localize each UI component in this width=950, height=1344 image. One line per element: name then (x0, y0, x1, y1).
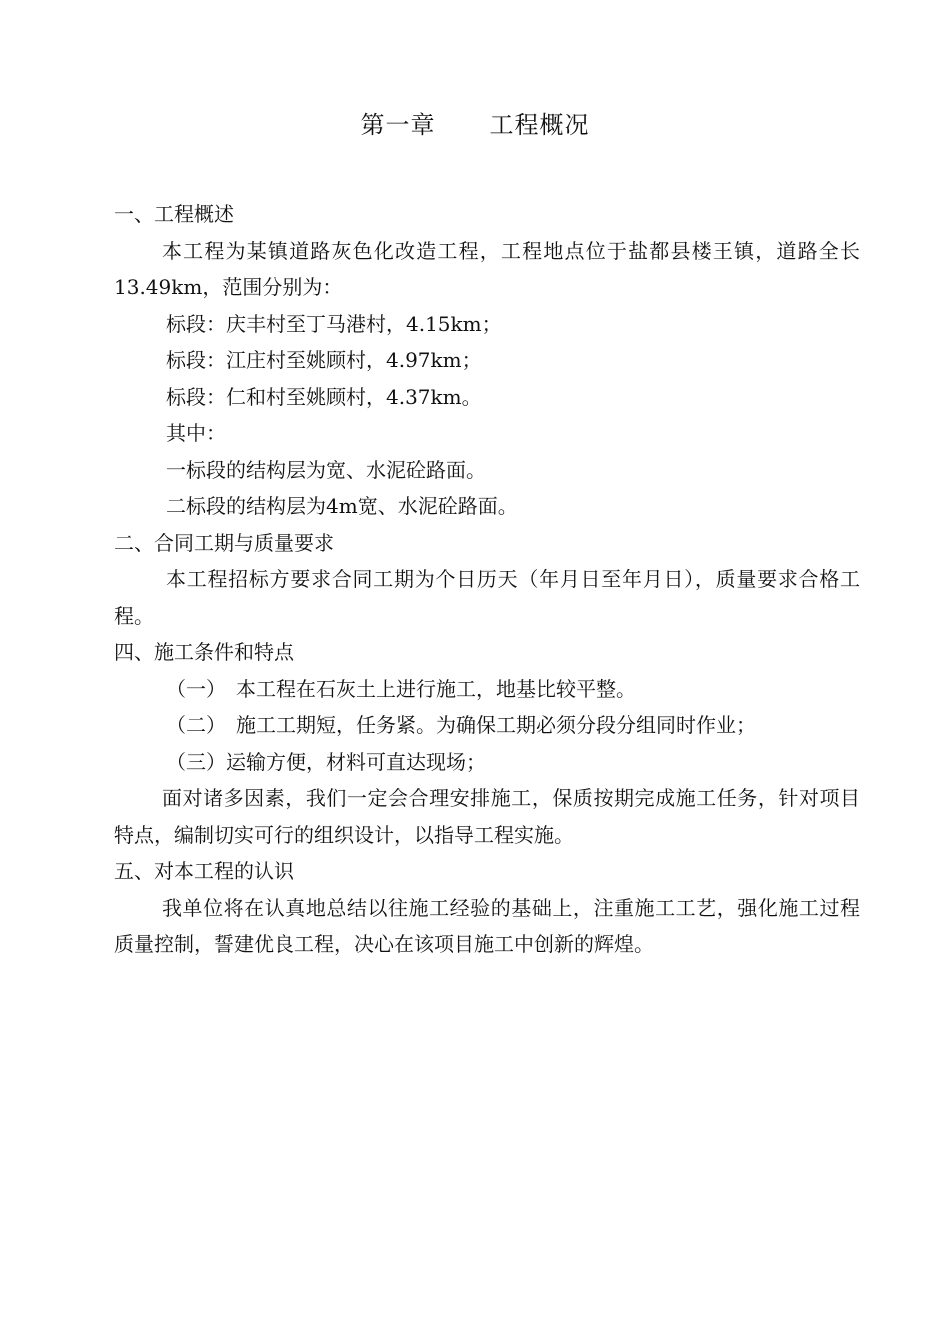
segment-line-2: 标段：江庄村至姚顾村，4.97km； (166, 348, 482, 372)
paragraph-understanding: 我单位将在认真地总结以往施工经验的基础上，注重施工工艺，强化施工过程质量控制，誓建优良工程，决心在该项目施工中创新的辉煌。 (114, 895, 860, 956)
section-heading-overview: 一、工程概述 (114, 202, 234, 226)
structure-line-2: 二标段的结构层为4m宽、水泥砼路面。 (166, 494, 518, 518)
chapter-title (0, 108, 950, 142)
document-body (114, 196, 860, 963)
paragraph-qizhong: 其中： (166, 421, 226, 445)
section-heading-understanding: 五、对本工程的认识 (114, 859, 294, 883)
segment-line-3: 标段：仁和村至姚顾村，4.37km。 (166, 384, 482, 409)
condition-item-3: （三）运输方便，材料可直达现场； (166, 749, 486, 774)
chapter-name: 工程概况 (489, 111, 590, 139)
section-heading-contract: 二、合同工期与质量要求 (114, 530, 334, 555)
condition-item-1: （一） 本工程在石灰土上进行施工，地基比较平整。 (166, 676, 636, 701)
section-heading-conditions: 四、施工条件和特点 (114, 640, 294, 664)
paragraph-contract: 本工程招标方要求合同工期为个日历天（年月日至年月日），质量要求合格工程。 (114, 567, 860, 628)
chapter-number: 第一章 (360, 111, 436, 139)
segment-line-1: 标段：庆丰村至丁马港村，4.15km； (166, 311, 502, 336)
paragraph-overview: 本工程为某镇道路灰色化改造工程，工程地点位于盐都县楼王镇，道路全长13.49km，范围分别为： (114, 238, 860, 299)
condition-item-2: （二） 施工工期短，任务紧。为确保工期必须分段分组同时作业； (166, 713, 756, 737)
paragraph-conditions-summary: 面对诸多因素，我们一定会合理安排施工，保质按期完成施工任务，针对项目特点，编制切实可行的组织设计，以指导工程实施。 (114, 786, 860, 847)
structure-line-1: 一标段的结构层为宽、水泥砼路面。 (166, 457, 486, 482)
